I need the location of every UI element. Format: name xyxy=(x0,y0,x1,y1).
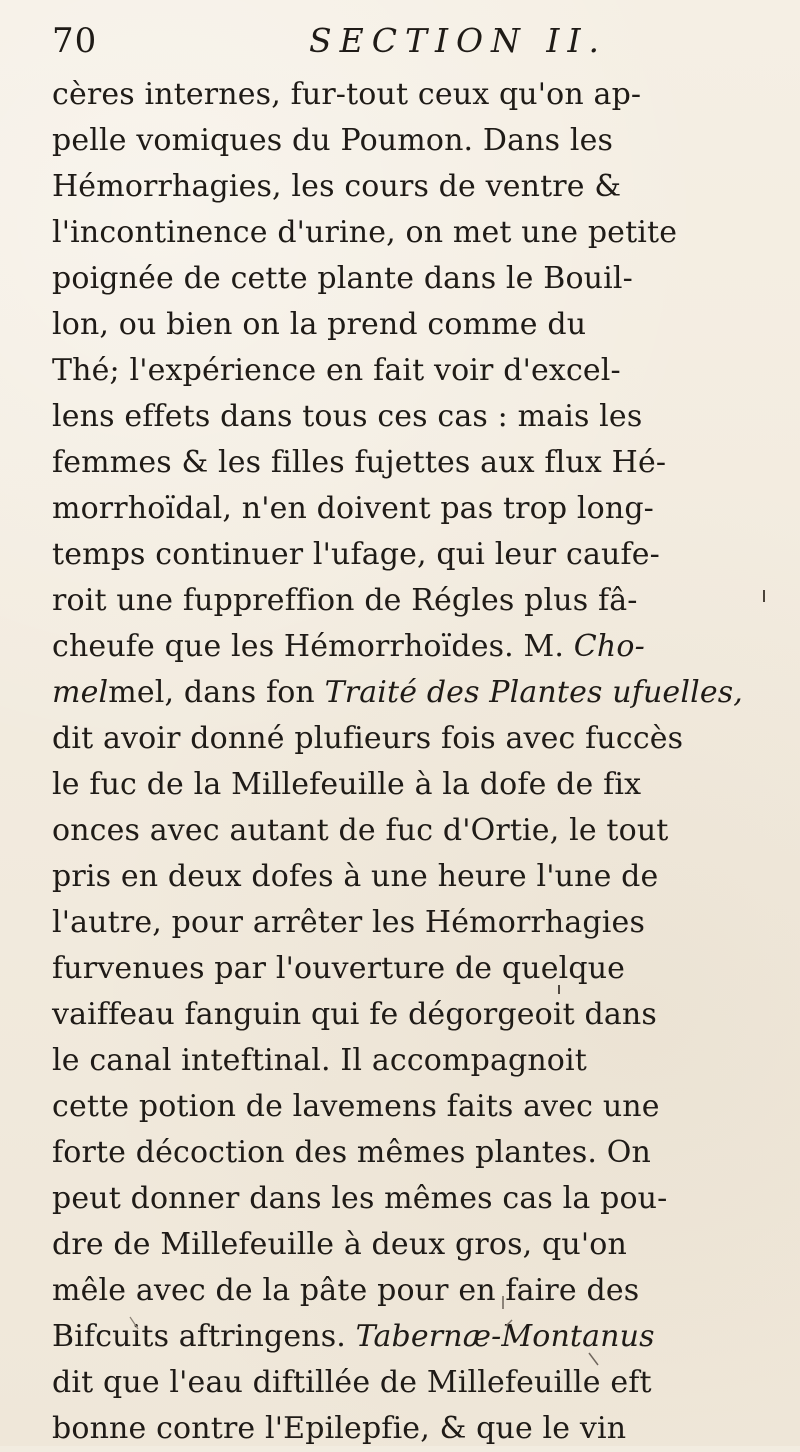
text-line-with-italic-title xyxy=(52,670,785,716)
text-line: dre de Millefeuille à deux gros, qu'on xyxy=(52,1227,627,1262)
text-line: dit avoir donné plufieurs fois avec fuccès xyxy=(52,721,684,756)
text-line: morrhoïdal, n'en doivent pas trop long- xyxy=(52,491,654,526)
italic-name-fragment: mel xyxy=(52,675,109,710)
text-segment: mel, dans fon xyxy=(108,675,325,710)
text-line: lon, ou bien on la prend comme du xyxy=(52,307,587,342)
text-line: l'incontinence d'urine, on met une petite xyxy=(52,215,678,250)
text-line: lens effets dans tous ces cas : mais les xyxy=(52,399,643,434)
text-line: poignée de cette plante dans le Bouil- xyxy=(52,261,633,296)
page-number: 70 xyxy=(52,21,98,61)
text-line: mêle avec de la pâte pour en faire des xyxy=(52,1273,640,1308)
text-line: bonne contre l'Epilepfie, & que le vin xyxy=(52,1411,627,1446)
text-line: peut donner dans les mêmes cas la pou- xyxy=(52,1181,668,1216)
running-head: SECTION II. xyxy=(309,21,607,60)
text-line: pelle vomiques du Poumon. Dans les xyxy=(52,123,614,158)
italic-author-name: Tabernæ-Montanus xyxy=(355,1319,655,1354)
text-line: roit une fuppreffion de Régles plus fâ- xyxy=(52,583,638,618)
italic-name-fragment: Cho- xyxy=(573,629,645,664)
text-line: vaiffeau fanguin qui fe dégorgeoit dans xyxy=(52,997,657,1032)
text-line: cères internes, fur-tout ceux qu'on ap- xyxy=(52,77,642,112)
text-line: pris en deux dofes à une heure l'une de xyxy=(52,859,659,894)
text-segment: cheufe que les Hémorrhoïdes. M. xyxy=(52,629,574,664)
text-line: l'autre, pour arrêter les Hémorrhagies xyxy=(52,905,645,940)
text-line: temps continuer l'ufage, qui leur caufe- xyxy=(52,537,660,572)
text-line: forte décoction des mêmes plantes. On xyxy=(52,1135,652,1170)
text-line: onces avec autant de fuc d'Ortie, le tout xyxy=(52,813,669,848)
body-text xyxy=(52,72,785,1452)
text-line-with-italic-name xyxy=(52,624,785,670)
italic-book-title: Traité des Plantes ufuelles xyxy=(324,675,734,710)
italic-comma: , xyxy=(733,675,743,710)
text-line: Hémorrhagies, les cours de ventre & xyxy=(52,169,622,204)
text-line: furvenues par l'ouverture de quelque xyxy=(52,951,626,986)
text-line: cette potion de lavemens faits avec une xyxy=(52,1089,660,1124)
text-line: dit que l'eau diftillée de Millefeuille eft xyxy=(52,1365,652,1400)
text-line-with-italic-author xyxy=(52,1314,785,1360)
text-line: Thé; l'expérience en fait voir d'excel- xyxy=(52,353,621,388)
text-segment: Bifcuits aftringens. xyxy=(52,1319,356,1354)
text-line: le canal inteftinal. Il accompagnoit xyxy=(52,1043,587,1078)
text-line: femmes & les filles fujettes aux flux Hé- xyxy=(52,445,667,480)
text-line: le fuc de la Millefeuille à la dofe de fix xyxy=(52,767,642,802)
